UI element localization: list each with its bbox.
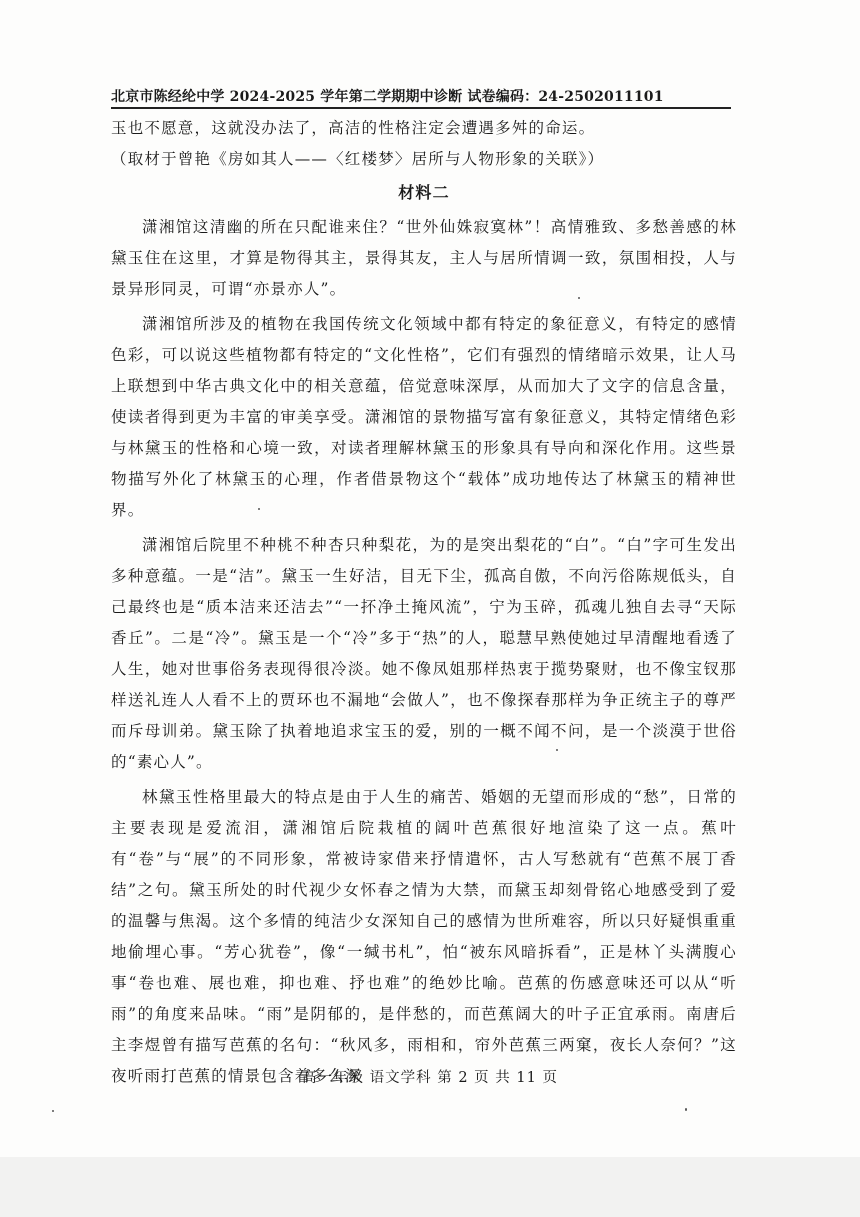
header-divider [111, 107, 731, 109]
scan-speck [578, 297, 580, 299]
paragraph: 潇湘馆这清幽的所在只配谁来住？“世外仙姝寂寞林”！高情雅致、多愁善感的林黛玉住在这里，才算是物得其主，景得其友，主人与居所情调一致，氛围相投，人与景异形同灵，可谓“亦景亦人”。 [111, 218, 737, 298]
exam-header: 北京市陈经纶中学 2024-2025 学年第二学期期中诊断 试卷编码：24-2502011101 [111, 89, 664, 105]
scan-margin [0, 1157, 860, 1217]
passage-body [111, 113, 737, 1092]
paragraph: 潇湘馆后院里不种桃不种杏只种梨花，为的是突出梨花的“白”。“白”字可生发出多种意蕴。一是“洁”。黛玉一生好洁，目无下尘，孤高自傲，不向污俗陈规低头，自己最终也是“质本洁来还洁去”“一抔净土掩风流”，宁为玉碎，孤魂儿独自去寻“天际香丘”。二是“冷”。黛玉是一个“冷”多于“热”的人，聪慧早熟使她过早清醒地看透了人生，她对世事俗务表现得很冷淡。她不像凤姐那样热衷于揽势聚财，也不像宝钗那样送礼连人人看不上的贾环也不漏地“会做人”，也不像探春那样为争正统主子的尊严而斥母训弟。黛玉除了执着地追求宝玉的爱，别的一概不闻不问，是一个淡漠于世俗的“素心人”。 [111, 536, 737, 771]
intro-line: 玉也不愿意，这就没办法了，高洁的性格注定会遭遇多舛的命运。 [111, 119, 596, 137]
scan-speck [556, 749, 558, 751]
source-citation: （取材于曾艳《房如其人——〈红楼梦〉居所与人物形象的关联》） [111, 150, 605, 168]
scan-speck [258, 508, 260, 510]
paragraph: 林黛玉性格里最大的特点是由于人生的痛苦、婚姻的无望而形成的“愁”，日常的主要表现是爱流泪，潇湘馆后院栽植的阔叶芭蕉很好地渲染了这一点。蕉叶有“卷”与“展”的不同形象，常被诗家借来抒情遣怀，古人写愁就有“芭蕉不展丁香结”之句。黛玉所处的时代视少女怀春之情为大禁，而黛玉却刻骨铭心地感受到了爱的温馨与焦渴。这个多情的纯洁少女深知自己的感情为世所难容，所以只好疑惧重重地偷埋心事。“芳心犹卷”，像“一缄书札”，怕“被东风暗拆看”，正是林丫头满腹心事“卷也难、展也难，抑也难、抒也难”的绝妙比喻。芭蕉的伤感意味还可以从“听雨”的角度来品味。“雨”是阴郁的，是伴愁的，而芭蕉阔大的叶子正宜承雨。南唐后主李煜曾有描写芭蕉的名句：“秋风多，雨相和，帘外芭蕉三两窠，夜长人奈何？”这夜听雨打芭蕉的情景包含着多么深 [111, 788, 737, 1085]
scan-speck [52, 1110, 54, 1112]
scan-speck [685, 1108, 687, 1111]
paragraph: 潇湘馆所涉及的植物在我国传统文化领域中都有特定的象征意义，有特定的感情色彩，可以说这些植物都有特定的“文化性格”，它们有强烈的情绪暗示效果，让人马上联想到中华古典文化中的相关意蕴，倍觉意味深厚，从而加大了文字的信息含量，使读者得到更为丰富的审美享受。潇湘馆的景物描写富有象征意义，其特定情绪色彩与林黛玉的性格和心境一致，对读者理解林黛玉的形象具有导向和深化作用。这些景物描写外化了林黛玉的心理，作者借景物这个“载体”成功地传达了林黛玉的精神世界。 [111, 315, 737, 519]
section-title: 材料二 [398, 183, 450, 202]
page-footer: 高一年级 语文学科 第 2 页 共 11 页 [302, 1070, 558, 1086]
